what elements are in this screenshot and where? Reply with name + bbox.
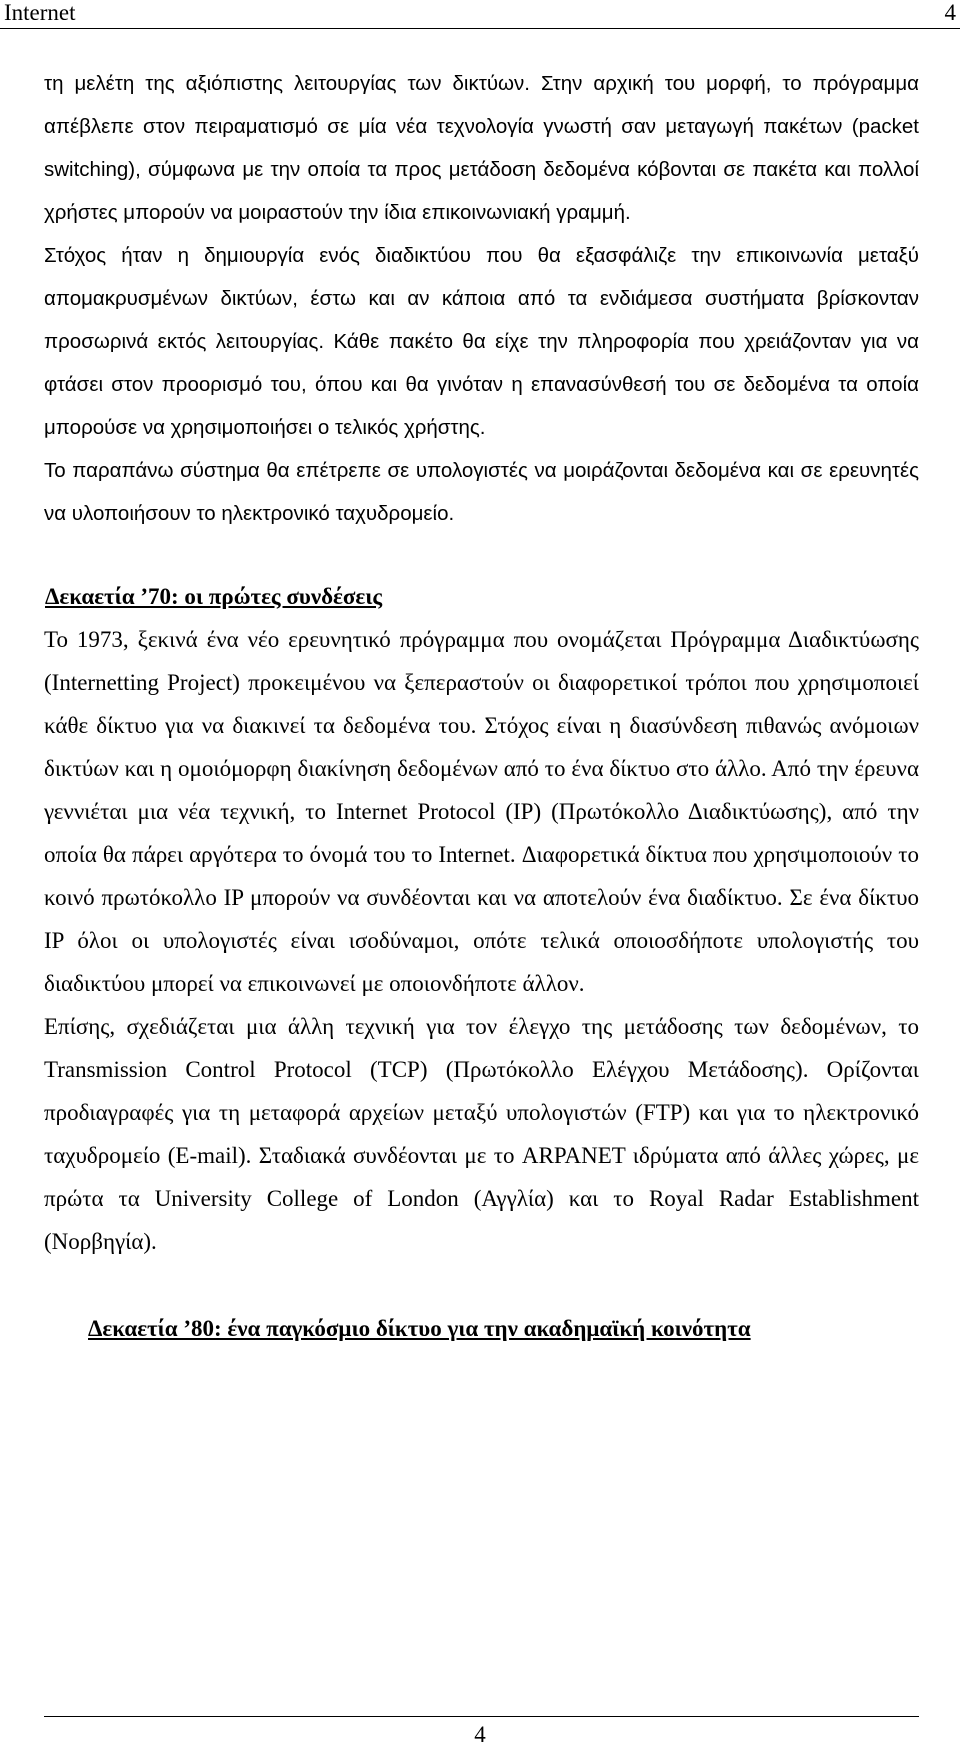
header-title: Internet bbox=[4, 0, 76, 25]
paragraph: Το 1973, ξεκινά ένα νέο ερευνητικό πρόγραμμα που ονομάζεται Πρόγραμμα Διαδικτύωσης (Internetting Project) προκειμένου να ξεπεραστούν οι διαφορετικοί τρόποι που χρησιμοποιεί κάθε δίκτυο για να διακινεί τα δεδομένα του. Στόχος είναι η διασύνδεση πιθανώς ανόμοιων δικτύων και η ομοιόμορφη διακίνηση δεδομένων από το ένα δίκτυο στο άλλο. Από την έρευνα γεννιέται μια νέα τεχνική, το Internet Protocol (IP) (Πρωτόκολλο Διαδικτύωσης), από την οποία θα πάρει αργότερα το όνομά του το Internet. Διαφορετικά δίκτυα που χρησιμοποιούν το κοινό πρωτόκολλο IP μπορούν να συνδέονται και να αποτελούν ένα διαδίκτυο. Σε ένα δίκτυο IP όλοι οι υπολογιστές είναι ισοδύναμοι, οπότε τελικά οποιοσδήποτε υπολογιστής του διαδικτύου μπορεί να επικοινωνεί με οποιονδήποτε άλλον. bbox=[44, 627, 919, 996]
paragraph: Στόχος ήταν η δημιουργία ενός διαδικτύου που θα εξασφάλιζε την επικοινωνία μεταξύ απομακρυσμένων δικτύων, έστω και αν κάποια από τα ενδιάμεσα συστήματα βρίσκονταν προσωρινά εκτός λειτουργίας. Κάθε πακέτο θα είχε την πληροφορία που χρειάζονταν για να φτάσει στον προορισμό του, όπου και θα γινόταν η επανασύνθεσή του σε δεδομένα τα οποία μπορούσε να χρησιμοποιήσει ο τελικός χρήστης. bbox=[44, 244, 919, 439]
paragraph: Επίσης, σχεδιάζεται μια άλλη τεχνική για τον έλεγχο της μετάδοσης των δεδομένων, το Transmission Control Protocol (TCP) (Πρωτόκολλο Ελέγχου Μετάδοσης). Ορίζονται προδιαγραφές για τη μεταφορά αρχείων μεταξύ υπολογιστών (FTP) και για το ηλεκτρονικό ταχυδρομείο (E-mail). Σταδιακά συνδέονται με το ARPANET ιδρύματα από άλλες χώρες, με πρώτα τα University College of London (Αγγλία) και το Royal Radar Establishment (Νορβηγία). bbox=[44, 1014, 919, 1254]
footer-rule bbox=[44, 1716, 919, 1717]
running-header bbox=[0, 0, 960, 29]
section-heading: Δεκαετία ’70: οι πρώτες συνδέσεις bbox=[45, 584, 383, 609]
header-page-number: 4 bbox=[944, 0, 956, 25]
paragraph: τη μελέτη της αξιόπιστης λειτουργίας των δικτύων. Στην αρχική του μορφή, το πρόγραμμα απέβλεπε στον πειραματισμό σε μία νέα τεχνολογία γνωστή σαν μεταγωγή πακέτων (packet switching), σύμφωνα με την οποία τα προς μετάδοση δεδομένα κόβονται σε πακέτα και πολλοί χρήστες μπορούν να μοιραστούν την ίδια επικοινωνιακή γραμμή. bbox=[44, 72, 919, 224]
footer-page-number: 4 bbox=[474, 1722, 486, 1747]
section-heading: Δεκαετία ’80: ένα παγκόσμιο δίκτυο για την ακαδημαϊκή κοινότητα bbox=[88, 1316, 751, 1341]
paragraph: Το παραπάνω σύστημα θα επέτρεπε σε υπολογιστές να μοιράζονται δεδομένα και σε ερευνητές να υλοποιήσουν το ηλεκτρονικό ταχυδρομείο. bbox=[44, 459, 919, 525]
document-body bbox=[44, 62, 919, 1350]
